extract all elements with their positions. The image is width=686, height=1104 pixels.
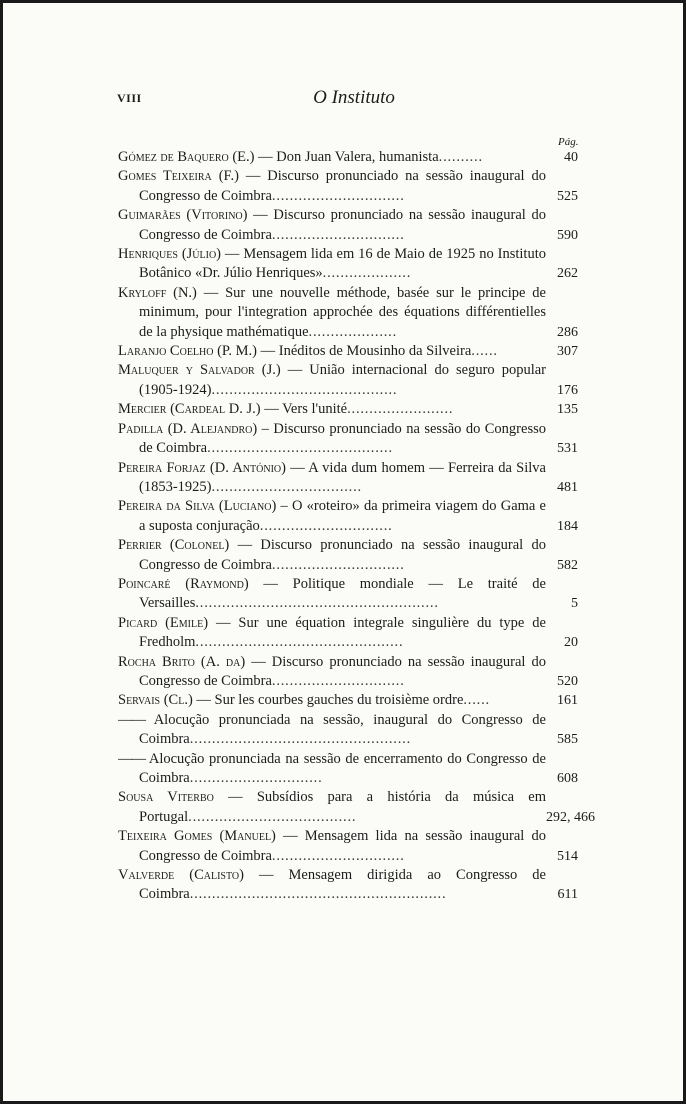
index-entry: Laranjo Coelho (P. M.) — Inéditos de Mousinho da Silveira...... 307 <box>118 342 578 361</box>
entry-title: — Sur une nouvelle méthode, basée sur le principe de minimum, pour l'integration approchée des équations différentielles de la physique mathématique <box>139 284 546 340</box>
entry-page: 176 <box>557 382 578 398</box>
entry-author: Picard (Emile) <box>118 614 209 631</box>
page-column-label: Pág. <box>558 136 579 148</box>
index-entry: Teixeira Gomes (Manuel) — Mensagem lida na sessão inaugural do Congresso de Coimbra.............................. 514 <box>118 827 578 866</box>
entry-author: Padilla (D. Alejandro) <box>118 420 258 437</box>
index-entry: —— Alocução pronunciada na sessão de encerramento do Congresso de Coimbra.............................. 608 <box>118 750 578 789</box>
entry-title: — Subsídios para a história da música em Portugal <box>139 789 546 825</box>
entry-author: Gomes Teixeira (F.) <box>118 168 239 185</box>
entry-title: — Inéditos de Mousinho da Silveira <box>257 343 472 360</box>
entry-page: 608 <box>557 771 578 786</box>
entry-page: 585 <box>557 732 578 748</box>
page-header <box>3 87 683 111</box>
entry-title: — Discurso pronunciado na sessão inaugural do Congresso de Coimbra <box>139 653 546 689</box>
index-entry: —— Alocução pronunciada na sessão, inaugural do Congresso de Coimbra.................................................. 585 <box>118 711 578 750</box>
entry-author: Poincaré (Raymond) <box>118 575 249 592</box>
entry-page: 582 <box>557 557 578 573</box>
index-entry: Gómez de Baquero (E.) — Don Juan Valera, humanista.......... 40 <box>118 148 578 167</box>
entry-page: 286 <box>557 324 578 340</box>
entry-page: 611 <box>557 887 578 903</box>
entry-title: — União internacional do seguro popular (1905-1924) <box>139 362 546 398</box>
entry-title: — Discurso pronunciado na sessão inaugural do Congresso de Coimbra <box>139 168 546 204</box>
entry-author: Laranjo Coelho (P. M.) <box>118 343 257 360</box>
entry-author: Gómez de Baquero (E.) <box>118 149 255 165</box>
page-number: VIII <box>117 91 142 105</box>
index-entry: Valverde (Calisto) — Mensagem dirigida ao Congresso de Coimbra.......................................................... 611 <box>118 866 578 905</box>
index-entry: Perrier (Colonel) — Discurso pronunciado na sessão inaugural do Congresso de Coimbra.............................. 582 <box>118 536 578 575</box>
entry-author: Guimarães (Vitorino) <box>118 207 248 224</box>
entry-author: Servais (Cl.) <box>118 692 193 709</box>
index-entry: Guimarães (Vitorino) — Discurso pronunciado na sessão inaugural do Congresso de Coimbra.............................. 590 <box>118 206 578 245</box>
entry-page: 520 <box>557 673 578 689</box>
entry-author: Mercier (Cardeal D. J.) <box>118 401 261 418</box>
entry-title: — Mensagem dirigida ao Congresso de Coimbra <box>139 867 546 903</box>
entry-title: — Mensagem lida em 16 de Maio de 1925 no Instituto Botânico «Dr. Júlio Henriques» <box>139 246 546 282</box>
entry-page: 531 <box>557 441 578 457</box>
entry-page: 307 <box>557 344 578 360</box>
entry-title: — Discurso pronunciado na sessão inaugural do Congresso de Coimbra <box>139 537 546 573</box>
entry-page: 590 <box>557 227 578 243</box>
index-entry: Picard (Emile) — Sur une équation integrale singulière du type de Fredholm............................................... 20 <box>118 614 578 653</box>
entry-author: Pereira Forjaz (D. António) <box>118 459 286 476</box>
entry-page: 5 <box>571 596 578 612</box>
index-entry: Kryloff (N.) — Sur une nouvelle méthode, basée sur le principe de minimum, pour l'integration approchée des équations différentielles de la physique mathématique.................... 286 <box>118 284 578 342</box>
entry-author: Sousa Viterbo <box>118 789 214 806</box>
entry-author: —— <box>118 750 145 767</box>
entry-title: — Don Juan Valera, humanista <box>254 149 439 165</box>
entry-author: —— <box>118 711 145 728</box>
entry-page: 135 <box>557 402 578 418</box>
entry-page: 514 <box>557 848 578 864</box>
entry-page: 292, 466 <box>546 809 595 825</box>
index-entry: Pereira Forjaz (D. António) — A vida dum homem — Ferreira da Silva (1853-1925).................................. 481 <box>118 459 578 498</box>
index-entry: Servais (Cl.) — Sur les courbes gauches du troisième ordre...... 161 <box>118 691 578 710</box>
entry-author: Rocha Brito (A. da) <box>118 653 246 670</box>
index-entry: Rocha Brito (A. da) — Discurso pronunciado na sessão inaugural do Congresso de Coimbra.............................. 520 <box>118 653 578 692</box>
entry-title: Alocução pronunciada na sessão, inaugural do Congresso de Coimbra <box>139 711 546 748</box>
entry-page: 40 <box>564 150 578 165</box>
index-entries <box>118 148 595 905</box>
entry-page: 262 <box>557 266 578 282</box>
entry-page: 184 <box>557 518 578 534</box>
entry-page: 161 <box>557 693 578 709</box>
entry-title: – O «roteiro» da primeira viagem do Gama e a suposta conjuração <box>139 498 546 534</box>
index-entry: Gomes Teixeira (F.) — Discurso pronunciado na sessão inaugural do Congresso de Coimbra.............................. 525 <box>118 167 578 206</box>
entry-title: – Discurso pronunciado na sessão do Congresso de Coimbra <box>139 420 546 457</box>
entry-author: Teixeira Gomes (Manuel) <box>118 828 276 845</box>
entry-title: — A vida dum homem — Ferreira da Silva (1853-1925) <box>139 459 546 495</box>
book-page <box>3 3 683 1101</box>
entry-title: Alocução pronunciada na sessão de encerramento do Congresso de Coimbra <box>139 750 546 786</box>
entry-title: — Sur les courbes gauches du troisième ordre <box>192 692 464 709</box>
entry-page: 525 <box>557 188 578 204</box>
entry-title: — Vers l'unité <box>260 401 348 418</box>
index-entry: Pereira da Silva (Luciano) – O «roteiro» da primeira viagem do Gama e a suposta conjuração.............................. 184 <box>118 497 578 536</box>
entry-author: Kryloff (N.) <box>118 284 197 301</box>
entry-page: 481 <box>557 479 578 495</box>
index-entry: Henriques (Júlio) — Mensagem lida em 16 de Maio de 1925 no Instituto Botânico «Dr. Júlio Henriques».................... 262 <box>118 245 578 284</box>
entry-title: — Discurso pronunciado na sessão inaugural do Congresso de Coimbra <box>139 207 546 243</box>
entry-author: Maluquer y Salvador (J.) <box>118 362 281 379</box>
entry-author: Henriques (Júlio) <box>118 246 222 263</box>
entry-author: Valverde (Calisto) <box>118 867 244 884</box>
entry-title: — Politique mondiale — Le traité de Versailles <box>139 575 546 612</box>
entry-author: Perrier (Colonel) <box>118 537 230 554</box>
index-entry: Mercier (Cardeal D. J.) — Vers l'unité........................ 135 <box>118 400 578 419</box>
index-entry: Poincaré (Raymond) — Politique mondiale — Le traité de Versailles....................................................... 5 <box>118 575 578 614</box>
index-entry: Sousa Viterbo — Subsídios para a história da música em Portugal...................................... 292, 466 <box>118 788 578 827</box>
entry-title: — Mensagem lida na sessão inaugural do Congresso de Coimbra <box>139 828 546 864</box>
entry-page: 20 <box>564 635 578 651</box>
index-entry: Padilla (D. Alejandro) – Discurso pronunciado na sessão do Congresso de Coimbra.......................................... 531 <box>118 420 578 459</box>
entry-author: Pereira da Silva (Luciano) <box>118 498 277 515</box>
running-title: O Instituto <box>313 87 395 108</box>
entry-title: — Sur une équation integrale singulière du type de Fredholm <box>139 614 546 651</box>
index-entry: Maluquer y Salvador (J.) — União internacional do seguro popular (1905-1924).......................................... 176 <box>118 361 578 400</box>
